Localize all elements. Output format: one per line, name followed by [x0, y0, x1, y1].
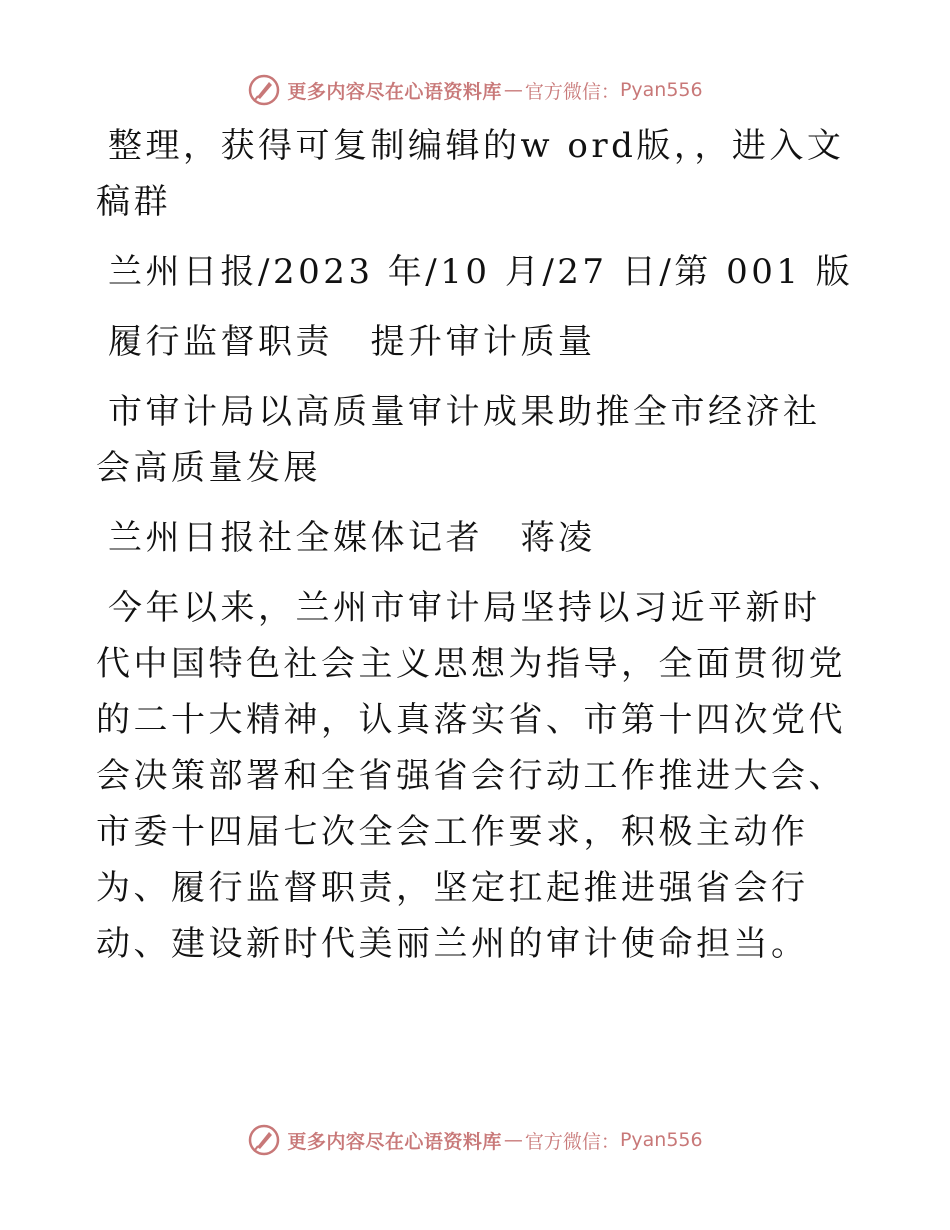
notice-line: 整理，获得可复制编辑的w ord版，，进入文稿群	[96, 126, 845, 222]
article-subheadline: 市审计局以高质量审计成果助推全市经济社会高质量发展	[96, 392, 821, 488]
feather-pen-logo-icon	[247, 73, 281, 107]
watermark-banner-top	[0, 70, 950, 110]
watermark-separator: —	[503, 1129, 523, 1151]
watermark-banner-bottom	[0, 1120, 950, 1160]
article-body-paragraph: 今年以来，兰州市审计局坚持以习近平新时代中国特色社会主义思想为指导，全面贯彻党的二十大精神，认真落实省、市第十四次党代会决策部署和全省强省会行动工作推进大会、市委十四届七次全会工作要求，积极主动作为、履行监督职责，坚定扛起推进强省会行动、建设新时代美丽兰州的审计使命担当。	[96, 588, 846, 964]
watermark-wechat-label: 官方微信：	[524, 1130, 620, 1153]
watermark-site-text: 更多内容尽在心语资料库	[287, 1130, 502, 1153]
publication-dateline: 兰州日报/2023 年/10 月/27 日/第 001 版	[108, 252, 854, 292]
feather-pen-logo-icon	[247, 1123, 281, 1157]
article-byline: 兰州日报社全媒体记者 蒋凌	[108, 518, 596, 558]
watermark-separator: —	[503, 79, 523, 101]
watermark-site-text: 更多内容尽在心语资料库	[287, 80, 502, 103]
document-content	[96, 118, 856, 986]
watermark-wechat-account: Pyan556	[619, 1129, 703, 1151]
watermark-wechat-account: Pyan556	[619, 79, 703, 101]
watermark-wechat-label: 官方微信：	[524, 80, 620, 103]
article-headline: 履行监督职责 提升审计质量	[108, 322, 596, 362]
